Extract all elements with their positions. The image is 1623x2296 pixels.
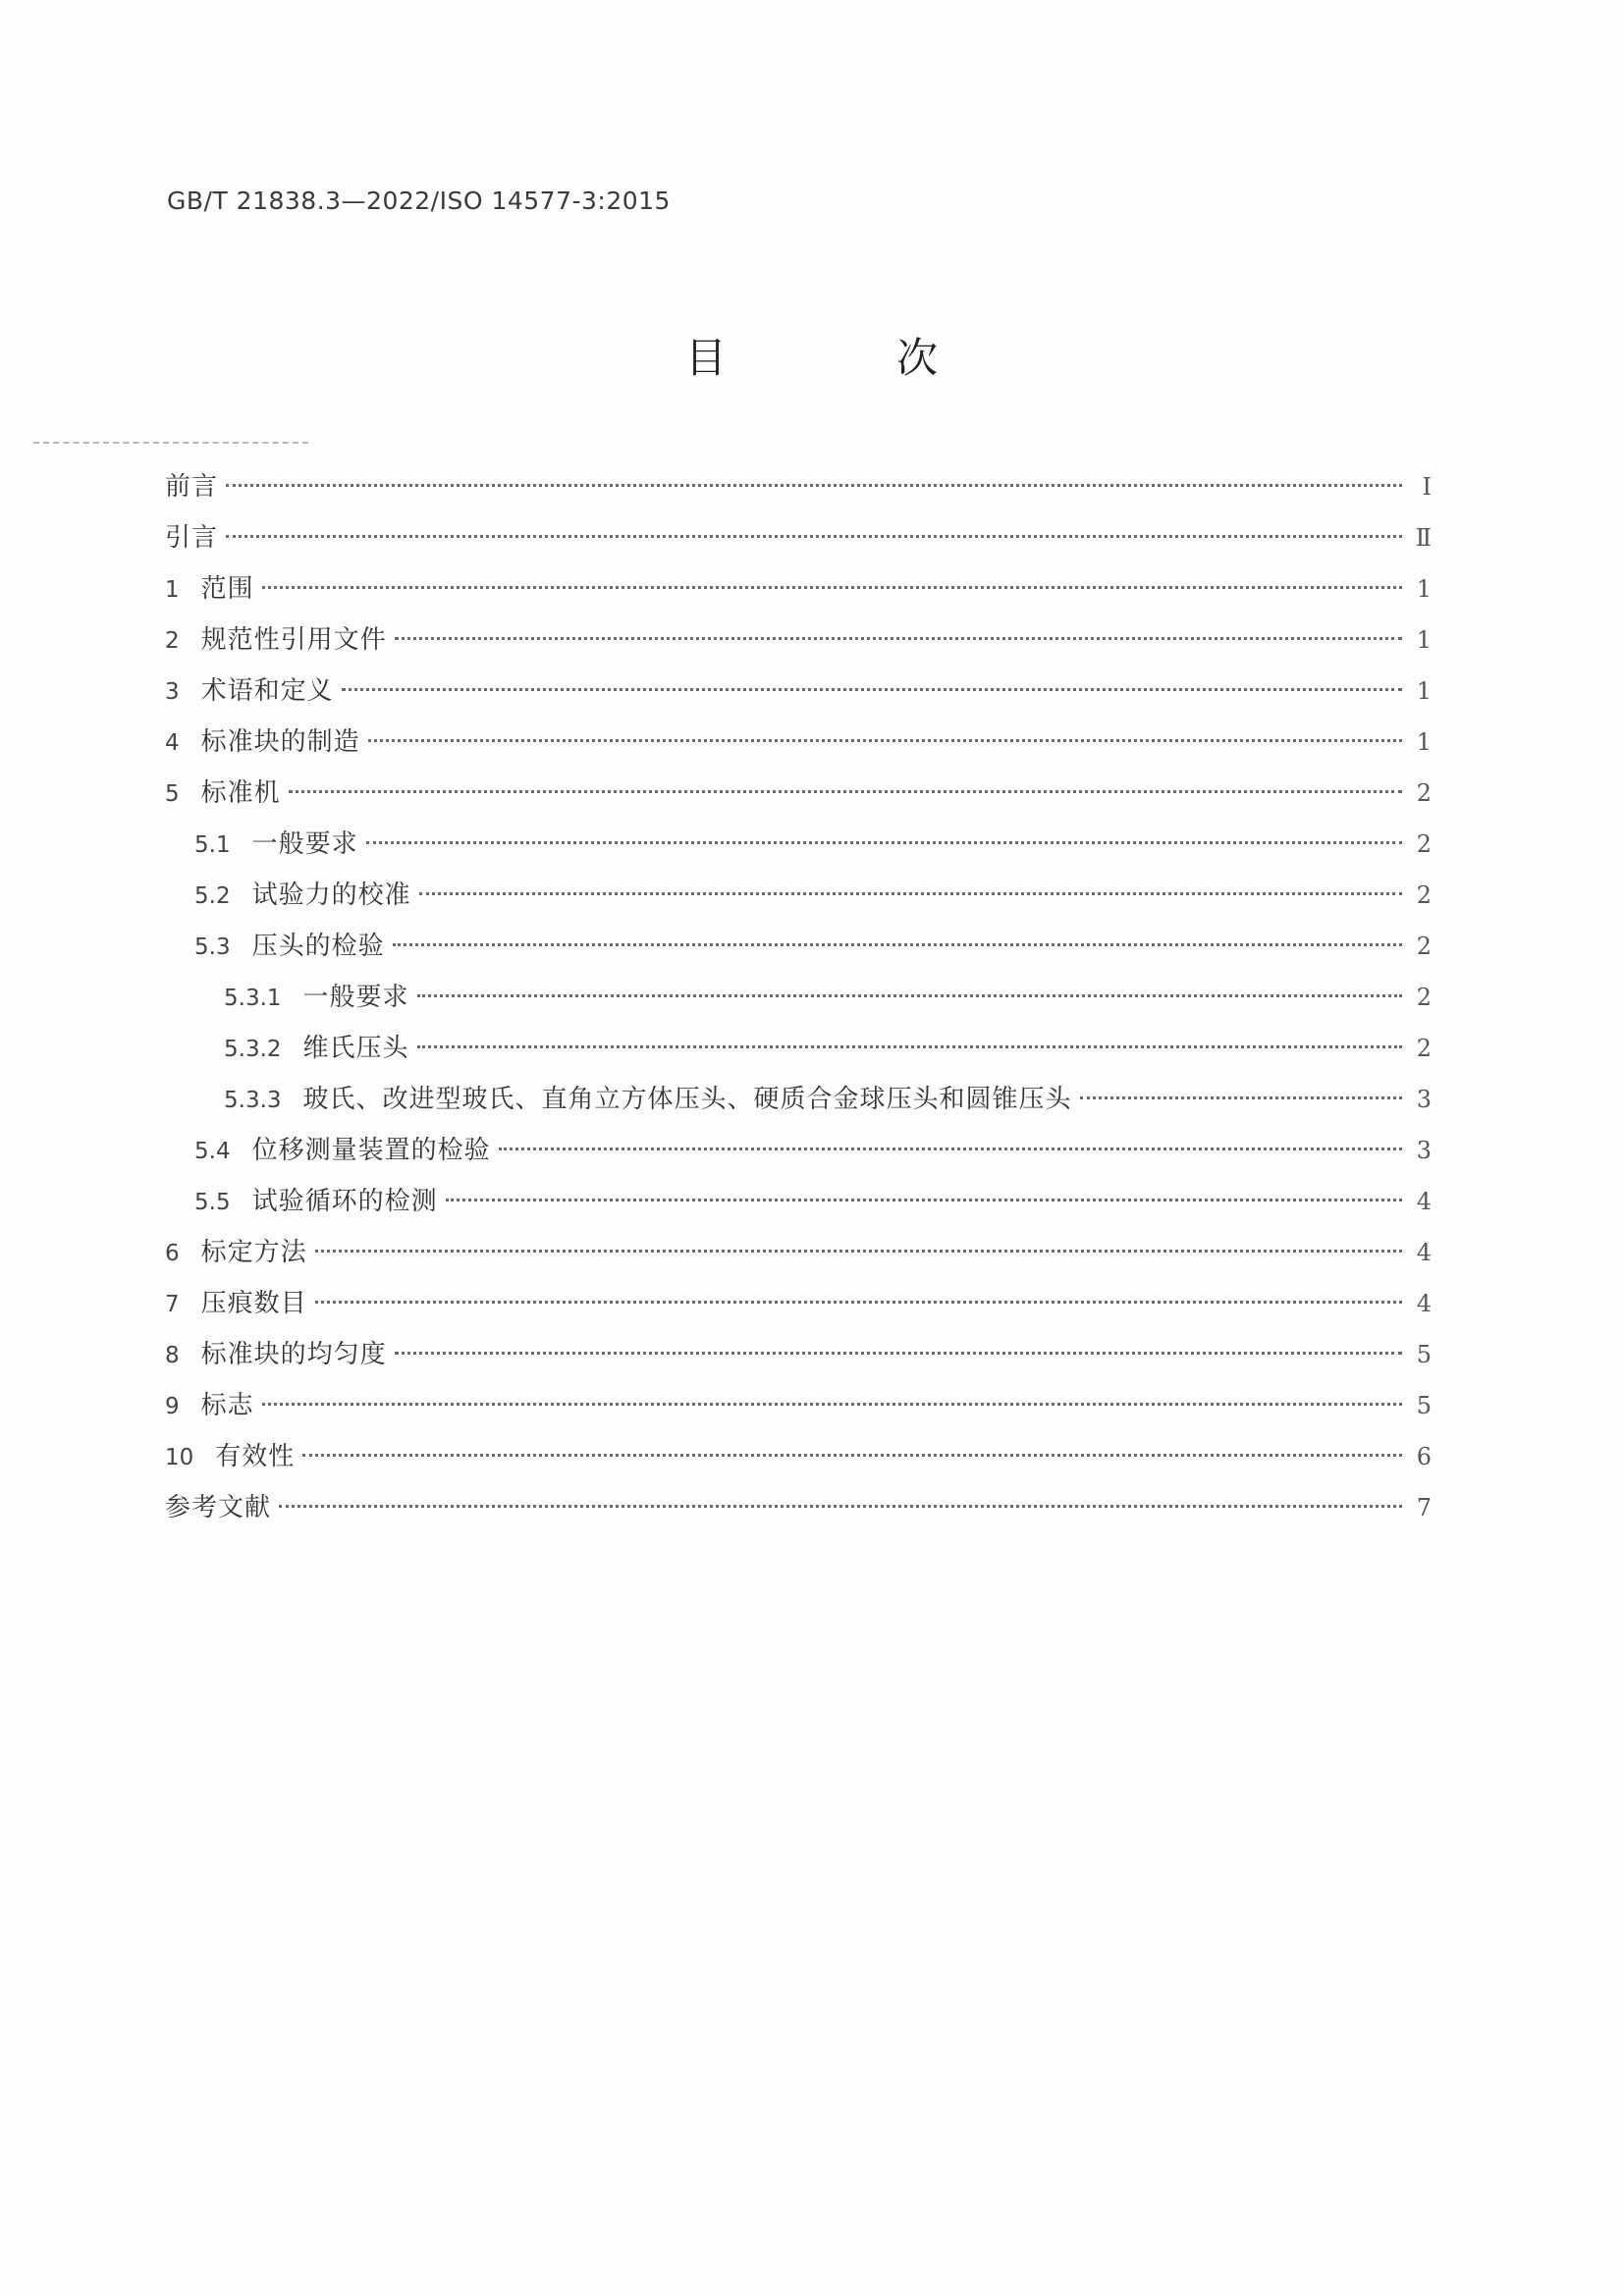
dot-leader [366, 841, 1402, 844]
toc-entry-title: 一般要求 [251, 829, 358, 859]
toc-entry-number: 10 [165, 1445, 194, 1470]
toc-entry-title: 压痕数目 [200, 1289, 307, 1318]
toc-entry[interactable] [165, 614, 1432, 666]
toc-entry-number: 5.3 [194, 934, 231, 960]
toc-entry-number: 5.3.1 [224, 986, 282, 1011]
dot-leader [417, 1045, 1402, 1048]
toc-entry-page-number: 7 [1416, 1494, 1432, 1522]
dot-leader [446, 1199, 1402, 1201]
toc-entry-title: 标定方法 [200, 1238, 307, 1267]
toc-entry-page-number: 3 [1416, 1086, 1432, 1113]
toc-entry-number: 5.2 [194, 883, 231, 909]
toc-entry-title: 术语和定义 [200, 676, 334, 706]
toc-entry-page-number: 2 [1416, 830, 1432, 858]
toc-entry-title: 试验力的校准 [251, 881, 411, 910]
toc-entry-number: 5.1 [194, 832, 231, 858]
toc-entry[interactable] [165, 870, 1432, 921]
toc-entry-page-number: Ⅱ [1415, 524, 1432, 552]
toc-entry-number: 6 [165, 1241, 180, 1266]
toc-entry[interactable] [165, 666, 1432, 717]
dot-leader [368, 739, 1402, 742]
toc-entry-number: 5.4 [194, 1139, 231, 1164]
dot-leader [226, 484, 1402, 487]
toc-entry[interactable] [165, 1023, 1432, 1074]
toc-entry[interactable] [165, 921, 1432, 972]
toc-entry[interactable] [165, 1329, 1432, 1380]
dot-leader [1080, 1096, 1402, 1099]
toc-entry-title: 标准机 [200, 778, 281, 808]
toc-entry-title: 试验循环的检测 [251, 1187, 438, 1216]
toc-entry-page-number: 5 [1416, 1392, 1432, 1419]
toc-entry[interactable] [165, 461, 1432, 512]
toc-entry-number: 4 [165, 730, 180, 756]
toc-entry-page-number: 2 [1416, 1035, 1432, 1062]
toc-entry[interactable] [165, 1380, 1432, 1431]
toc-entry[interactable] [165, 1278, 1432, 1329]
toc-entry[interactable] [165, 1431, 1432, 1482]
toc-entry[interactable] [165, 1482, 1432, 1533]
toc-entry-page-number: 3 [1416, 1137, 1432, 1164]
toc-entry-title: 规范性引用文件 [200, 625, 387, 655]
toc-entry-number: 1 [165, 577, 180, 603]
standard-number-header: GB/T 21838.3—2022/ISO 14577-3:2015 [167, 187, 671, 215]
toc-entry-title: 引言 [165, 523, 219, 553]
dot-leader [315, 1250, 1402, 1253]
dot-leader [395, 1352, 1402, 1355]
toc-entry[interactable] [165, 717, 1432, 768]
toc-entry[interactable] [165, 1227, 1432, 1278]
toc-entry-number: 5 [165, 781, 180, 807]
toc-entry-page-number: 2 [1416, 984, 1432, 1011]
dot-leader [499, 1148, 1402, 1150]
toc-entry-number: 7 [165, 1292, 180, 1317]
toc-entry[interactable] [165, 563, 1432, 614]
toc-entry-page-number: 2 [1416, 881, 1432, 909]
toc-entry-title: 标准块的制造 [200, 727, 360, 757]
dot-leader [262, 1403, 1402, 1406]
toc-entry-page-number: 4 [1416, 1239, 1432, 1266]
toc-entry-title: 前言 [165, 472, 219, 502]
table-of-contents [165, 461, 1432, 1533]
toc-entry-page-number: 2 [1416, 779, 1432, 807]
dot-leader [289, 790, 1402, 793]
dot-leader [342, 688, 1402, 691]
toc-entry-number: 5.3.2 [224, 1037, 282, 1062]
dot-leader [417, 994, 1402, 997]
dot-leader [226, 535, 1402, 538]
toc-entry-title: 范围 [200, 574, 254, 604]
toc-entry[interactable] [165, 1074, 1432, 1125]
toc-entry[interactable] [165, 1125, 1432, 1176]
toc-entry-page-number: 5 [1416, 1341, 1432, 1368]
toc-entry-title: 一般要求 [302, 983, 409, 1012]
toc-entry-title: 标志 [200, 1391, 254, 1420]
toc-entry-page-number: 4 [1416, 1290, 1432, 1317]
toc-entry[interactable] [165, 512, 1432, 563]
toc-entry-page-number: Ⅰ [1422, 473, 1432, 501]
toc-entry-number: 5.5 [194, 1190, 231, 1215]
dot-leader [302, 1454, 1402, 1457]
dot-leader [395, 637, 1402, 640]
toc-entry-title: 压头的检验 [251, 932, 385, 961]
toc-entry-title: 位移测量装置的检验 [251, 1136, 491, 1165]
toc-entry-number: 3 [165, 679, 180, 705]
toc-entry-page-number: 1 [1416, 575, 1432, 603]
toc-entry-page-number: 6 [1416, 1443, 1432, 1470]
toc-entry-number: 9 [165, 1394, 180, 1419]
toc-entry-number: 2 [165, 628, 180, 654]
toc-entry[interactable] [165, 972, 1432, 1023]
toc-entry-page-number: 1 [1416, 626, 1432, 654]
toc-entry-page-number: 4 [1416, 1188, 1432, 1215]
toc-entry-page-number: 2 [1416, 933, 1432, 960]
dot-leader [419, 892, 1402, 895]
toc-entry-page-number: 1 [1416, 677, 1432, 705]
scan-artifact-rule [33, 442, 308, 444]
dot-leader [279, 1505, 1402, 1508]
toc-entry-title: 维氏压头 [302, 1034, 409, 1063]
dot-leader [315, 1301, 1402, 1304]
toc-entry[interactable] [165, 819, 1432, 870]
toc-entry-title: 标准块的均匀度 [200, 1340, 387, 1369]
toc-entry-title: 玻氏、改进型玻氏、直角立方体压头、硬质合金球压头和圆锥压头 [302, 1085, 1072, 1114]
toc-entry[interactable] [165, 1176, 1432, 1227]
toc-entry-page-number: 1 [1416, 728, 1432, 756]
toc-entry-number: 8 [165, 1343, 180, 1368]
dot-leader [262, 586, 1402, 589]
dot-leader [393, 943, 1402, 946]
toc-entry-number: 5.3.3 [224, 1088, 282, 1113]
toc-title: 目 次 [684, 334, 1017, 382]
toc-entry-title: 参考文献 [165, 1493, 272, 1522]
toc-entry[interactable] [165, 768, 1432, 819]
toc-entry-title: 有效性 [215, 1442, 296, 1471]
